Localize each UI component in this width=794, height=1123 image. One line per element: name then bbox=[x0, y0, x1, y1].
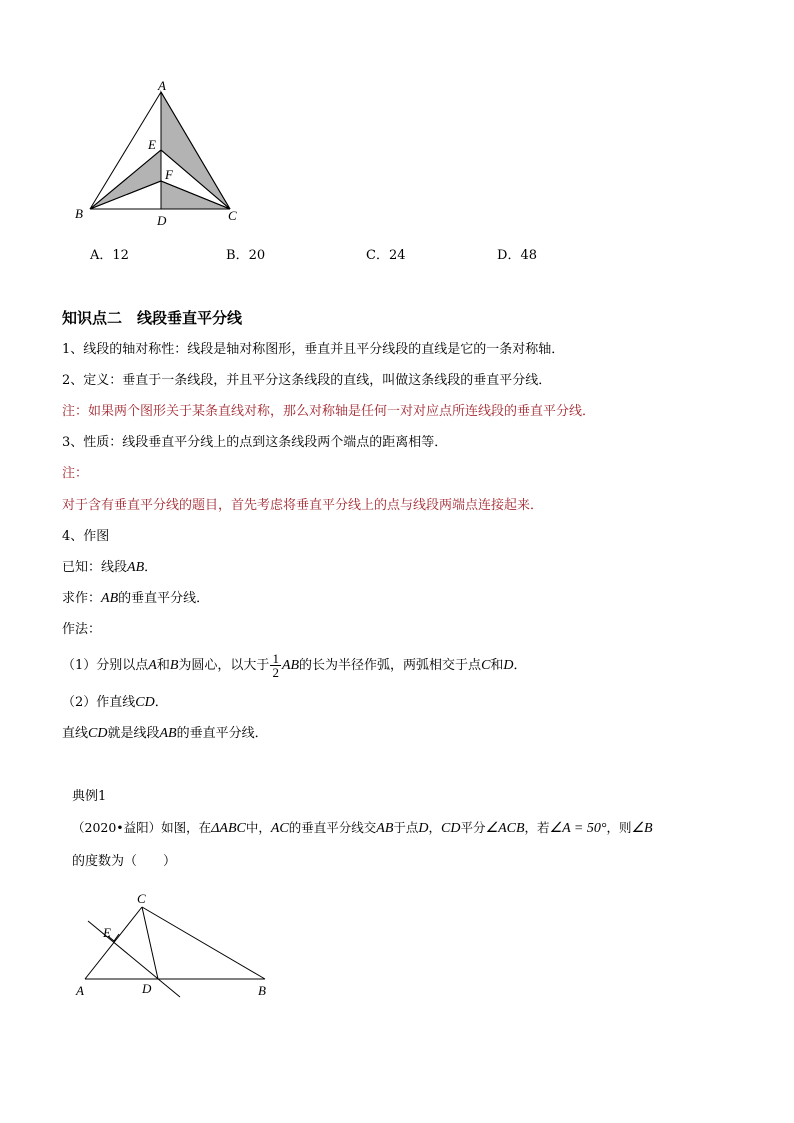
perpendicular-bisector bbox=[88, 921, 180, 997]
label-point-c: C bbox=[137, 891, 146, 906]
paragraph-3: 3、性质：线段垂直平分线上的点到这条线段两个端点的距离相等． bbox=[62, 435, 448, 450]
note-2-label: 注： bbox=[62, 466, 89, 481]
example-question-line2: 的度数为（ ） bbox=[72, 854, 177, 869]
choice-d[interactable]: D．48 bbox=[497, 248, 537, 263]
label-point-e: E bbox=[148, 137, 156, 152]
label-point-d: D bbox=[142, 981, 152, 996]
known-line: 已知：线段AB． bbox=[62, 560, 158, 575]
figure-triangle-abc bbox=[60, 80, 260, 230]
section-title: 知识点二 线段垂直平分线 bbox=[62, 309, 243, 327]
find-line: 求作：AB的垂直平分线． bbox=[62, 591, 210, 606]
paragraph-1: 1、线段的轴对称性：线段是轴对称图形，垂直并且平分线段的直线是它的一条对称轴． bbox=[62, 342, 565, 357]
label-point-f: F bbox=[165, 167, 173, 182]
label-point-a: A bbox=[76, 983, 84, 998]
label-point-a: A bbox=[158, 80, 166, 93]
label-point-e: E bbox=[103, 925, 111, 940]
step-2: （2）作直线CD． bbox=[62, 695, 168, 710]
label-point-d: D bbox=[157, 213, 167, 228]
example-label: 典例1 bbox=[72, 789, 107, 804]
label-point-b: B bbox=[75, 206, 83, 221]
method-label: 作法： bbox=[62, 622, 102, 637]
figure-example-triangle bbox=[70, 885, 290, 1005]
label-point-b: B bbox=[258, 983, 266, 998]
paragraph-2: 2、定义：垂直于一条线段，并且平分这条线段的直线，叫做这条线段的垂直平分线． bbox=[62, 373, 552, 388]
conclusion: 直线CD就是线段AB的垂直平分线． bbox=[62, 726, 268, 741]
note-2: 对于含有垂直平分线的题目，首先考虑将垂直平分线上的点与线段两端点连接起来． bbox=[62, 498, 544, 513]
side-bc bbox=[142, 907, 265, 979]
choice-c[interactable]: C．24 bbox=[366, 248, 406, 263]
paragraph-4: 4、作图 bbox=[62, 529, 110, 544]
step-1: （1）分别以点A和B为圆心，以大于 $\frac{1}{2}$ AB的长为半径作弧，两弧相交于点C和D． bbox=[62, 651, 527, 680]
example-question-line1: （2020•益阳）如图，在ΔABC中，AC的垂直平分线交AB于点D，CD平分∠ACB，若∠A = 50°，则∠B bbox=[72, 820, 653, 836]
note-1: 注：如果两个图形关于某条直线对称，那么对称轴是任何一对对应点所连线段的垂直平分线． bbox=[62, 404, 596, 419]
fraction-one-half: $\frac{1}{2}$ bbox=[272, 651, 279, 680]
label-point-c: C bbox=[228, 208, 237, 223]
side-ac bbox=[85, 907, 142, 979]
choice-b[interactable]: B．20 bbox=[226, 248, 266, 263]
choice-a[interactable]: A．12 bbox=[90, 248, 129, 263]
